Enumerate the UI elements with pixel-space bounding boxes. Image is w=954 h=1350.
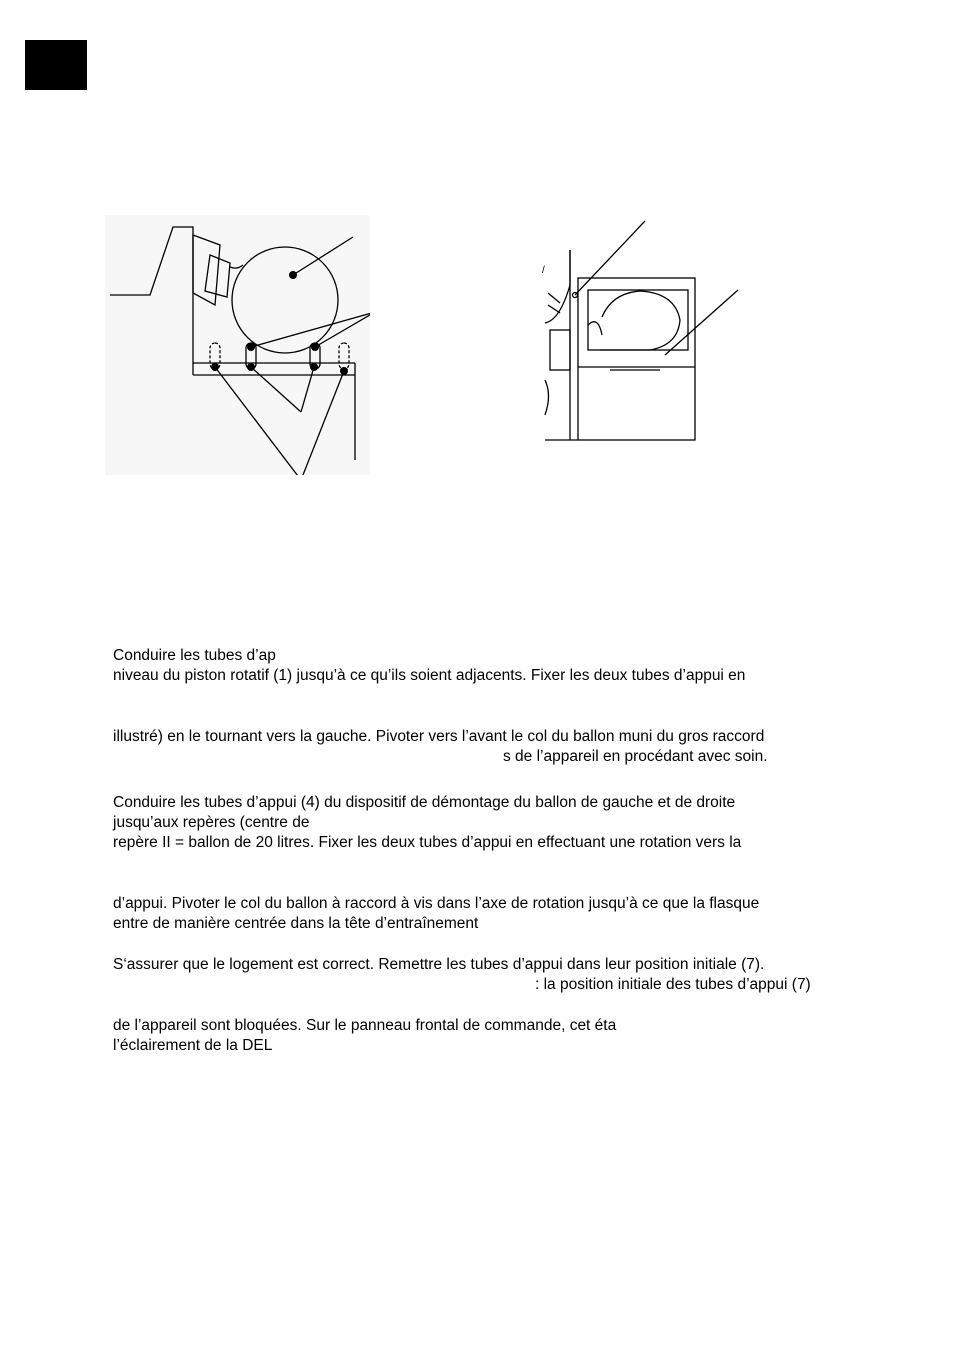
text-line-13: l’éclairement de la DEL <box>113 1037 273 1054</box>
text-line-4: s de l’appareil en procédant avec soin. <box>503 748 768 765</box>
text-line-8: d’appui. Pivoter le col du ballon à raccord à vis dans l’axe de rotation jusqu’à ce que la flasque <box>113 895 760 912</box>
text-line-5: Conduire les tubes d’appui (4) du dispositif de démontage du ballon de gauche et de droite <box>113 794 736 811</box>
text-line-11: : la position initiale des tubes d’appui (7) <box>535 976 811 993</box>
figure-flask-support <box>105 215 370 475</box>
device-front-drawing <box>530 215 745 450</box>
flask-support-drawing <box>105 215 370 475</box>
corner-tab-marker <box>25 40 87 90</box>
text-line-9: entre de manière centrée dans la tête d’entraînement <box>113 915 479 932</box>
text-line-3: illustré) en le tournant vers la gauche. Pivoter vers l’avant le col du ballon muni du gros raccord <box>113 728 765 745</box>
text-line-2: niveau du piston rotatif (1) jusqu’à ce qu’ils soient adjacents. Fixer les deux tubes d’appui en <box>113 667 746 684</box>
text-line-1: Conduire les tubes d’ap <box>113 647 276 664</box>
text-line-12: de l’appareil sont bloquées. Sur le panneau frontal de commande, cet éta <box>113 1017 617 1034</box>
figure-device-front <box>530 215 745 450</box>
text-line-7: repère II = ballon de 20 litres. Fixer les deux tubes d’appui en effectuant une rotation vers la <box>113 834 742 851</box>
text-line-6: jusqu’aux repères (centre de <box>113 814 310 831</box>
text-line-10: S‘assurer que le logement est correct. Remettre les tubes d’appui dans leur position initiale (7). <box>113 956 765 973</box>
svg-text:/: / <box>542 265 545 276</box>
